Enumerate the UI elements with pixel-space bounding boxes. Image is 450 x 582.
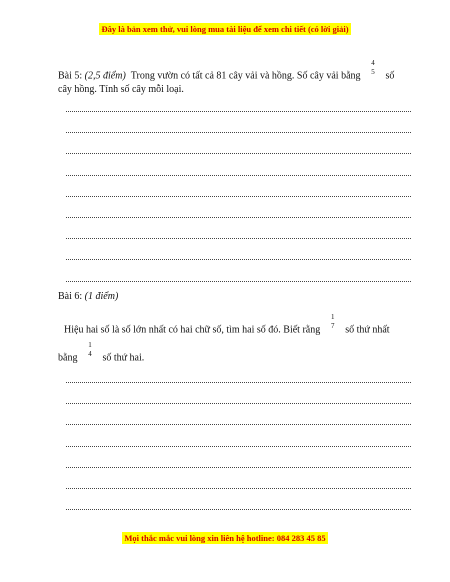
answer-line bbox=[66, 410, 411, 431]
problem-6 bbox=[58, 313, 428, 366]
answer-line bbox=[66, 432, 411, 453]
problem-5-points: (2,5 điểm) bbox=[84, 70, 126, 82]
problem-6-heading bbox=[58, 291, 118, 303]
problem-5-text-1: Trong vườn có tất cả 81 cây vải và hồng. Số cây vải bằng bbox=[130, 70, 361, 82]
answer-line bbox=[66, 245, 411, 266]
problem-5-label: Bài 5: bbox=[58, 70, 83, 82]
answer-line bbox=[66, 182, 411, 203]
answer-line bbox=[66, 389, 411, 410]
fraction-1-7 bbox=[329, 314, 337, 330]
problem-5-text-2: số bbox=[385, 70, 395, 82]
answer-line bbox=[66, 161, 411, 182]
problem-5-line-1 bbox=[58, 59, 418, 84]
problem-6-text-1: Hiệu hai số là số lớn nhất có hai chữ số, tìm hai số đó. Biết rằng bbox=[64, 324, 321, 336]
answer-line bbox=[66, 368, 411, 389]
fraction-4-5 bbox=[369, 60, 377, 76]
fraction-1-4 bbox=[86, 342, 94, 358]
problem-6-text-3: bằng bbox=[58, 352, 78, 364]
fraction-denominator: 5 bbox=[371, 68, 375, 76]
answer-line bbox=[66, 267, 411, 288]
answer-line bbox=[66, 139, 411, 160]
preview-banner-text: Đây là bản xem thử, vui lòng mua tài liệu để xem chi tiết (có lời giải) bbox=[101, 24, 349, 34]
answer-line bbox=[66, 224, 411, 245]
problem-6-label: Bài 6: bbox=[58, 291, 83, 302]
fraction-numerator: 1 bbox=[330, 313, 335, 321]
preview-banner bbox=[0, 24, 450, 34]
answer-line bbox=[66, 474, 411, 495]
fraction-denominator: 4 bbox=[88, 350, 92, 358]
answer-line bbox=[66, 453, 411, 474]
hotline-banner bbox=[0, 533, 450, 543]
problem-6-line-2 bbox=[58, 341, 428, 366]
problem-5-answer-lines bbox=[66, 97, 411, 288]
fraction-denominator: 7 bbox=[330, 322, 335, 330]
fraction-numerator: 4 bbox=[371, 59, 375, 67]
problem-5-line-2: cây hồng. Tính số cây mỗi loại. bbox=[58, 84, 184, 95]
answer-line bbox=[66, 495, 411, 516]
answer-line bbox=[66, 118, 411, 139]
problem-6-line-1 bbox=[58, 313, 428, 338]
fraction-numerator: 1 bbox=[88, 341, 92, 349]
answer-line bbox=[66, 97, 411, 118]
problem-6-points: (1 điểm) bbox=[84, 291, 119, 302]
problem-6-answer-lines bbox=[66, 368, 411, 516]
hotline-banner-text: Mọi thắc mắc vui lòng xin liên hệ hotline: 084 283 45 85 bbox=[124, 533, 326, 543]
answer-line bbox=[66, 203, 411, 224]
problem-5 bbox=[58, 59, 418, 96]
problem-6-text-2: số thứ nhất bbox=[345, 324, 390, 336]
problem-6-text-4: số thứ hai. bbox=[102, 352, 145, 364]
